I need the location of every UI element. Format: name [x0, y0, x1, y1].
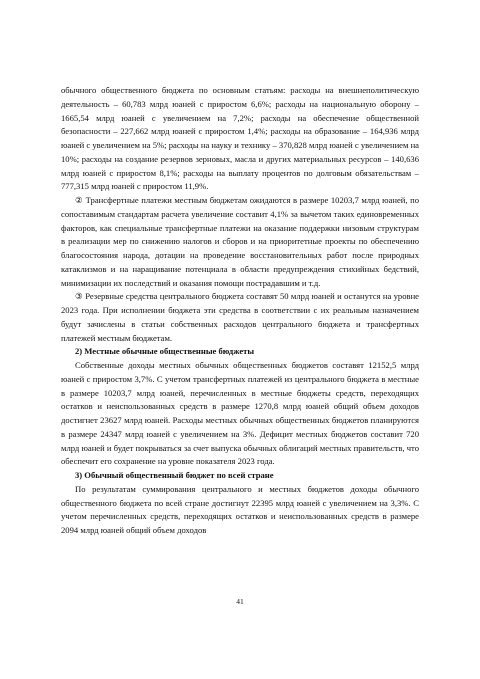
paragraph-transfers: ② Трансфертные платежи местным бюджетам ожидаются в размере 10203,7 млрд юаней, по сопоставимым стандартам расчета увеличение составит 4,1% за вычетом таких единовременных факторов, как специальные трансфертные платежи на оказание поддержки низовым структурам в реализации мер по снижению налогов и сборов и на приоритетные проекты по обеспечению благосостояния народа, дотации на проведение восстановительных работ после природных катаклизмов и на наращивание потенциала в области предупреждения стихийных бедствий, минимизации их последствий и оказания помощи пострадавшим и т.д. [61, 195, 419, 288]
heading-national-budget: 3) Обычный общественный бюджет по всей стране [75, 470, 274, 480]
heading-local-budgets: 2) Местные обычные общественные бюджеты [75, 346, 255, 357]
paragraph-local-budgets: Собственные доходы местных обычных общественных бюджетов составят 12152,5 млрд юаней с приростом 3,7%. С учетом трансфертных платежей из центрального бюджета в местные в размере 10203,7 млрд юаней, перечисленных в местные бюджеты средств, переходящих остатков и неиспользованных средств в размере 1270,8 млрд юаней общий объем доходов достигнет 23627 млрд юаней. Расходы местных обычных общественных бюджетов планируются в размере 24347 млрд юаней с увеличением на 3%. Дефицит местных бюджетов составит 720 млрд юаней и будет покрываться за счет выпуска обычных облигаций местных правительств, что обеспечит его сохранение на уровне показателя 2023 года. [61, 360, 419, 467]
document-body [61, 84, 419, 538]
page-number: 41 [236, 597, 244, 606]
paragraph-reserves: ③ Резервные средства центрального бюджета составят 50 млрд юаней и останутся на уровне 2023 года. При исполнении бюджета эти средства в соответствии с их реальным назначением будут зачислены в статьи собственных расходов центрального бюджета и трансфертных платежей местным бюджетам. [61, 291, 419, 343]
paragraph-expenditures: обычного общественного бюджета по основным статьям: расходы на внешнеполитическую деятельность – 60,783 млрд юаней с приростом 6,6%; расходы на национальную оборону – 1665,54 млрд юаней с увеличением на 7,2%; расходы на обеспечение общественной безопасности – 227,662 млрд юаней с приростом 1,4%; расходы на образование – 164,936 млрд юаней с увеличением на 5%; расходы на науку и технику – 370,828 млрд юаней с увеличением на 10%; расходы на создание резервов зерновых, масла и других материальных ресурсов – 140,636 млрд юаней с приростом 8,1%; расходы на выплату процентов по долговым обязательствам – 777,315 млрд юаней с приростом 11,9%. [61, 85, 419, 192]
paragraph-national-budget: По результатам суммирования центрального и местных бюджетов доходы обычного общественного бюджета по всей стране достигнут 22395 млрд юаней с увеличением на 3,3%. С учетом перечисленных средств, переходящих остатков и неиспользованных средств в размере 2094 млрд юаней общий объем доходов [61, 483, 419, 535]
